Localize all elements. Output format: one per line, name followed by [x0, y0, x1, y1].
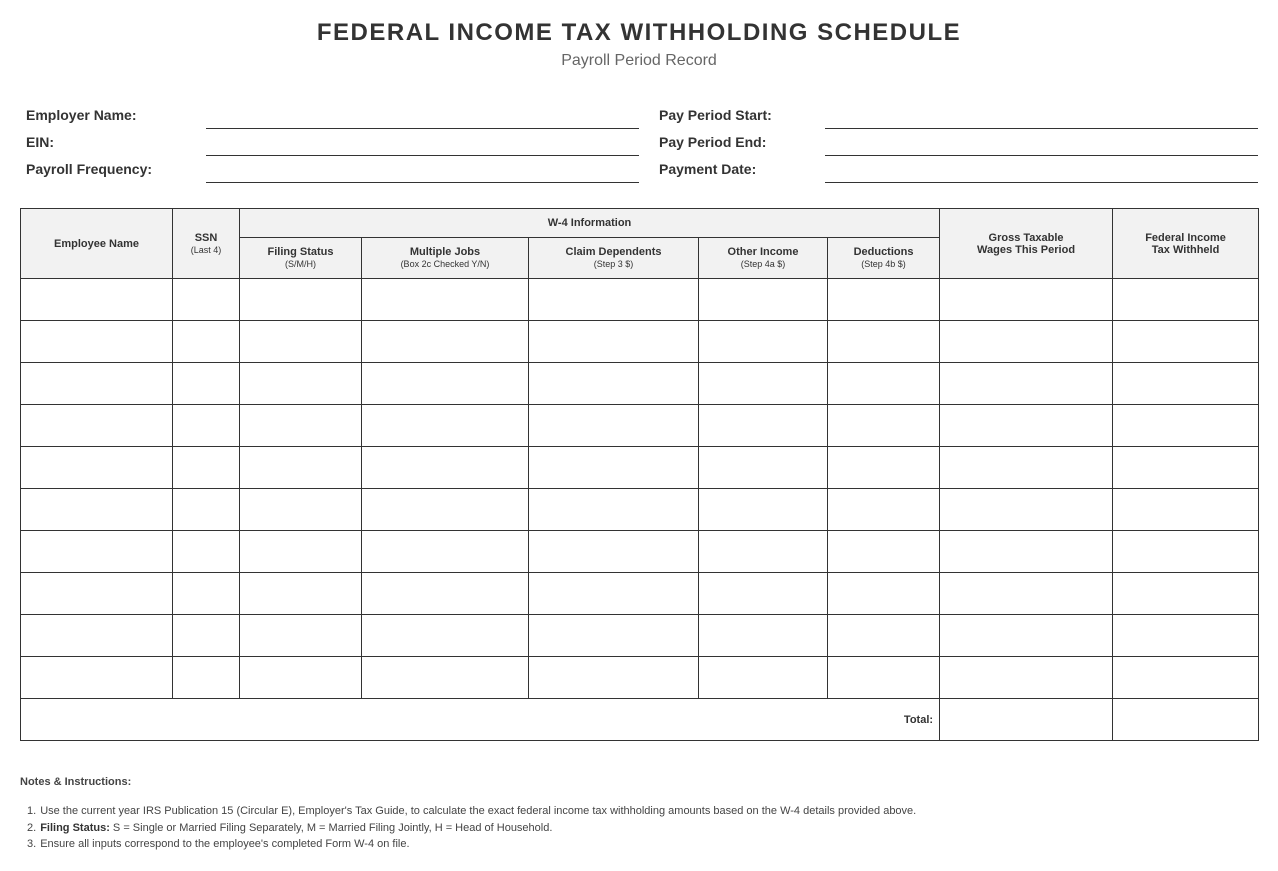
table-cell[interactable] — [240, 279, 362, 321]
table-row — [21, 615, 1259, 657]
table-cell[interactable] — [1113, 321, 1259, 363]
table-cell[interactable] — [173, 405, 240, 447]
pay-period-start-label: Pay Period Start: — [659, 107, 772, 123]
notes-title: Notes & Instructions: — [20, 776, 132, 788]
table-cell[interactable] — [940, 657, 1113, 699]
table-cell[interactable] — [362, 615, 529, 657]
table-cell[interactable] — [1113, 405, 1259, 447]
note-item — [27, 820, 1227, 837]
withholding-table — [20, 208, 1259, 741]
table-cell[interactable] — [362, 531, 529, 573]
table-cell[interactable] — [828, 573, 940, 615]
table-cell[interactable] — [240, 657, 362, 699]
col-header-ssn: SSN (Last 4) — [173, 209, 240, 279]
total-federal-tax-withheld-cell[interactable] — [1113, 699, 1259, 741]
table-cell[interactable] — [362, 405, 529, 447]
table-cell[interactable] — [828, 321, 940, 363]
payroll-frequency-field[interactable] — [206, 182, 639, 183]
note-text: Use the current year IRS Publication 15 (Circular E), Employer's Tax Guide, to calculate the exact federal income tax withholding amounts based on the W-4 details provided above. — [40, 805, 917, 817]
col-header-employee-name: Employee Name — [21, 209, 173, 279]
total-label: Total: — [21, 699, 940, 741]
col-group-w4-information: W-4 Information — [240, 209, 940, 238]
note-number: 1. — [27, 805, 37, 817]
table-cell[interactable] — [529, 657, 699, 699]
table-cell[interactable] — [828, 363, 940, 405]
ein-field[interactable] — [206, 155, 639, 156]
table-cell[interactable] — [21, 363, 173, 405]
note-item — [27, 836, 1227, 853]
pay-period-end-field[interactable] — [825, 155, 1258, 156]
table-cell[interactable] — [240, 489, 362, 531]
table-cell[interactable] — [1113, 615, 1259, 657]
table-cell[interactable] — [699, 615, 828, 657]
employer-name-label: Employer Name: — [26, 107, 137, 123]
table-cell[interactable] — [173, 573, 240, 615]
table-cell[interactable] — [940, 321, 1113, 363]
table-cell[interactable] — [173, 279, 240, 321]
table-cell[interactable] — [529, 615, 699, 657]
table-cell[interactable] — [828, 657, 940, 699]
table-cell[interactable] — [828, 615, 940, 657]
table-row — [21, 405, 1259, 447]
table-cell[interactable] — [529, 279, 699, 321]
table-row — [21, 531, 1259, 573]
table-cell[interactable] — [940, 279, 1113, 321]
pay-period-start-field[interactable] — [825, 128, 1258, 129]
table-cell[interactable] — [362, 447, 529, 489]
note-text: Ensure all inputs correspond to the employee's completed Form W-4 on file. — [40, 838, 410, 850]
table-cell[interactable] — [1113, 489, 1259, 531]
table-cell[interactable] — [362, 363, 529, 405]
note-number: 2. — [27, 821, 37, 834]
table-row — [21, 321, 1259, 363]
table-cell[interactable] — [940, 489, 1113, 531]
table-cell[interactable] — [529, 447, 699, 489]
table-cell[interactable] — [699, 447, 828, 489]
table-cell[interactable] — [699, 279, 828, 321]
table-cell[interactable] — [21, 279, 173, 321]
table-cell[interactable] — [699, 489, 828, 531]
table-cell[interactable] — [362, 489, 529, 531]
table-cell[interactable] — [699, 657, 828, 699]
table-cell[interactable] — [173, 363, 240, 405]
table-cell[interactable] — [529, 531, 699, 573]
col-header-claim-dependents: Claim Dependents (Step 3 $) — [529, 238, 699, 279]
col-header-multiple-jobs: Multiple Jobs (Box 2c Checked Y/N) — [362, 238, 529, 279]
col-header-federal-income-tax-withheld: Federal Income Tax Withheld — [1113, 209, 1259, 279]
table-cell[interactable] — [529, 405, 699, 447]
employer-name-field[interactable] — [206, 128, 639, 129]
col-header-other-income: Other Income (Step 4a $) — [699, 238, 828, 279]
page-title: FEDERAL INCOME TAX WITHHOLDING SCHEDULE — [316, 19, 962, 46]
col-header-filing-status: Filing Status (S/M/H) — [240, 238, 362, 279]
table-cell[interactable] — [940, 531, 1113, 573]
total-row — [21, 699, 1259, 741]
table-row — [21, 363, 1259, 405]
table-cell[interactable] — [1113, 279, 1259, 321]
table-cell[interactable] — [362, 279, 529, 321]
table-cell[interactable] — [529, 489, 699, 531]
table-cell[interactable] — [240, 615, 362, 657]
page-subtitle: Payroll Period Record — [561, 52, 717, 69]
table-cell[interactable] — [529, 363, 699, 405]
table-cell[interactable] — [362, 573, 529, 615]
table-cell[interactable] — [21, 489, 173, 531]
table-cell[interactable] — [173, 657, 240, 699]
table-cell[interactable] — [828, 489, 940, 531]
table-cell[interactable] — [940, 447, 1113, 489]
table-cell[interactable] — [362, 657, 529, 699]
table-cell[interactable] — [173, 447, 240, 489]
table-cell[interactable] — [828, 279, 940, 321]
table-cell[interactable] — [240, 363, 362, 405]
col-header-gross-taxable-wages: Gross Taxable Wages This Period — [940, 209, 1113, 279]
table-cell[interactable] — [21, 657, 173, 699]
table-cell[interactable] — [699, 531, 828, 573]
ein-label: EIN: — [26, 134, 54, 150]
payment-date-field[interactable] — [825, 182, 1258, 183]
total-gross-taxable-wages-cell[interactable] — [940, 699, 1113, 741]
table-cell[interactable] — [21, 531, 173, 573]
table-cell[interactable] — [940, 405, 1113, 447]
notes-list — [27, 803, 1227, 853]
table-cell[interactable] — [240, 321, 362, 363]
table-row — [21, 489, 1259, 531]
table-cell[interactable] — [240, 531, 362, 573]
note-item — [27, 803, 1227, 820]
col-header-deductions: Deductions (Step 4b $) — [828, 238, 940, 279]
table-cell[interactable] — [21, 321, 173, 363]
table-cell[interactable] — [173, 615, 240, 657]
table-cell[interactable] — [240, 447, 362, 489]
table-cell[interactable] — [1113, 363, 1259, 405]
table-cell[interactable] — [1113, 573, 1259, 615]
pay-period-end-label: Pay Period End: — [659, 134, 767, 150]
note-number: 3. — [27, 838, 37, 850]
table-cell[interactable] — [240, 405, 362, 447]
table-cell[interactable] — [699, 321, 828, 363]
table-cell[interactable] — [940, 615, 1113, 657]
note-text: S = Single or Married Filing Separately, M = Married Filing Jointly, H = Head of Household. — [112, 821, 553, 834]
table-cell[interactable] — [1113, 657, 1259, 699]
table-cell[interactable] — [173, 489, 240, 531]
table-cell[interactable] — [940, 363, 1113, 405]
payment-date-label: Payment Date: — [659, 161, 757, 177]
table-cell[interactable] — [828, 531, 940, 573]
table-cell[interactable] — [362, 321, 529, 363]
table-cell[interactable] — [21, 405, 173, 447]
table-cell[interactable] — [173, 321, 240, 363]
note-emphasis: Filing Status: — [40, 821, 110, 834]
table-cell[interactable] — [21, 615, 173, 657]
table-cell[interactable] — [240, 573, 362, 615]
table-cell[interactable] — [699, 363, 828, 405]
table-row — [21, 279, 1259, 321]
payroll-frequency-label: Payroll Frequency: — [26, 161, 153, 177]
table-row — [21, 447, 1259, 489]
table-cell[interactable] — [21, 447, 173, 489]
table-cell[interactable] — [699, 405, 828, 447]
table-row — [21, 657, 1259, 699]
table-cell[interactable] — [173, 531, 240, 573]
table-cell[interactable] — [828, 447, 940, 489]
table-cell[interactable] — [1113, 447, 1259, 489]
table-cell[interactable] — [529, 321, 699, 363]
table-cell[interactable] — [1113, 531, 1259, 573]
table-cell[interactable] — [940, 573, 1113, 615]
table-cell[interactable] — [529, 573, 699, 615]
table-cell[interactable] — [828, 405, 940, 447]
table-row — [21, 573, 1259, 615]
table-cell[interactable] — [699, 573, 828, 615]
table-cell[interactable] — [21, 573, 173, 615]
